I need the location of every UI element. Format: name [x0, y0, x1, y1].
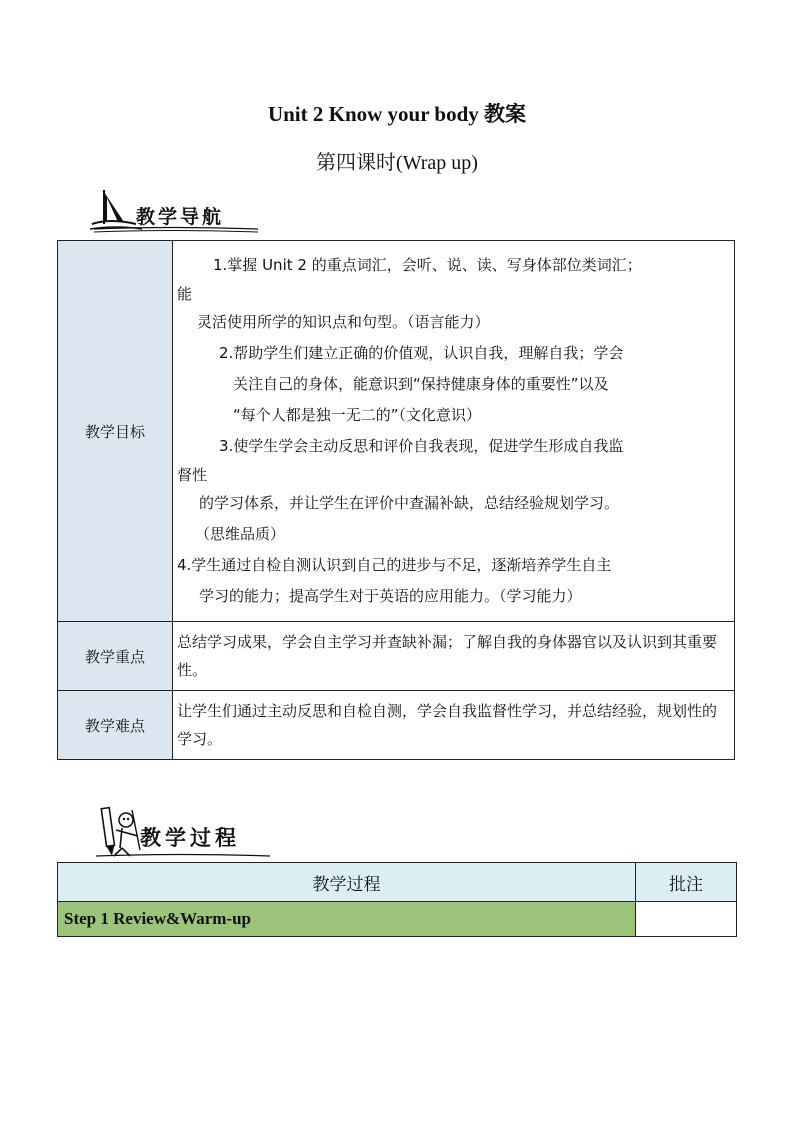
section-label-nav: 教学导航 — [136, 206, 225, 228]
difficulties-header: 教学难点 — [58, 691, 173, 760]
notes-cell — [636, 902, 737, 937]
teaching-process-table — [57, 862, 737, 937]
step-1-heading: Step 1 Review&Warm-up — [58, 902, 636, 937]
objectives-content — [173, 241, 735, 622]
objective-line: 灵活使用所学的知识点和句型。（语言能力） — [197, 313, 490, 331]
section-header-process — [92, 804, 274, 860]
table-row — [58, 241, 735, 622]
key-points-content: 总结学习成果，学会自主学习并查缺补漏；了解自我的身体器官以及认识到其重要性。 — [173, 622, 735, 691]
section-underline — [92, 852, 274, 860]
table-row — [58, 863, 737, 902]
objective-line: 关注自己的身体，能意识到“保持健康身体的重要性”以及 — [233, 375, 609, 393]
objective-line: 学习的能力；提高学生对于英语的应用能力。（学习能力） — [199, 587, 582, 605]
section-underline — [90, 226, 260, 234]
objective-line: 1.掌握 Unit 2 的重点词汇，会听、说、读、写身体部位类词汇； — [213, 256, 642, 274]
difficulties-content: 让学生们通过主动反思和自检自测，学会自我监督性学习，并总结经验，规划性的学习。 — [173, 691, 735, 760]
notes-column-header: 批注 — [636, 863, 737, 902]
objective-line: 4.学生通过自检自测认识到自己的进步与不足，逐渐培养学生自主 — [177, 556, 612, 574]
section-header-nav — [90, 188, 260, 232]
objective-line: 的学习体系，并让学生在评价中查漏补缺，总结经验规划学习。 — [199, 494, 620, 512]
objective-line: 3.使学生学会主动反思和评价自我表现，促进学生形成自我监 — [219, 437, 624, 455]
page-title: Unit 2 Know your body 教案 — [267, 102, 527, 126]
table-row — [58, 622, 735, 691]
section-label-process: 教学过程 — [140, 826, 240, 850]
objectives-header: 教学目标 — [58, 241, 173, 622]
table-row — [58, 902, 737, 937]
teaching-goals-table — [57, 240, 735, 760]
table-row — [58, 691, 735, 760]
objective-line: 2.帮助学生们建立正确的价值观，认识自我，理解自我；学会 — [219, 344, 624, 362]
objective-line: 督性 — [177, 466, 208, 484]
page-subtitle: 第四课时(Wrap up) — [316, 152, 478, 174]
objective-line: 能 — [177, 285, 193, 303]
objective-line: （思维品质） — [195, 525, 286, 543]
process-column-header: 教学过程 — [58, 863, 636, 902]
objective-line: “每个人都是独一无二的”（文化意识） — [233, 406, 482, 424]
key-points-header: 教学重点 — [58, 622, 173, 691]
